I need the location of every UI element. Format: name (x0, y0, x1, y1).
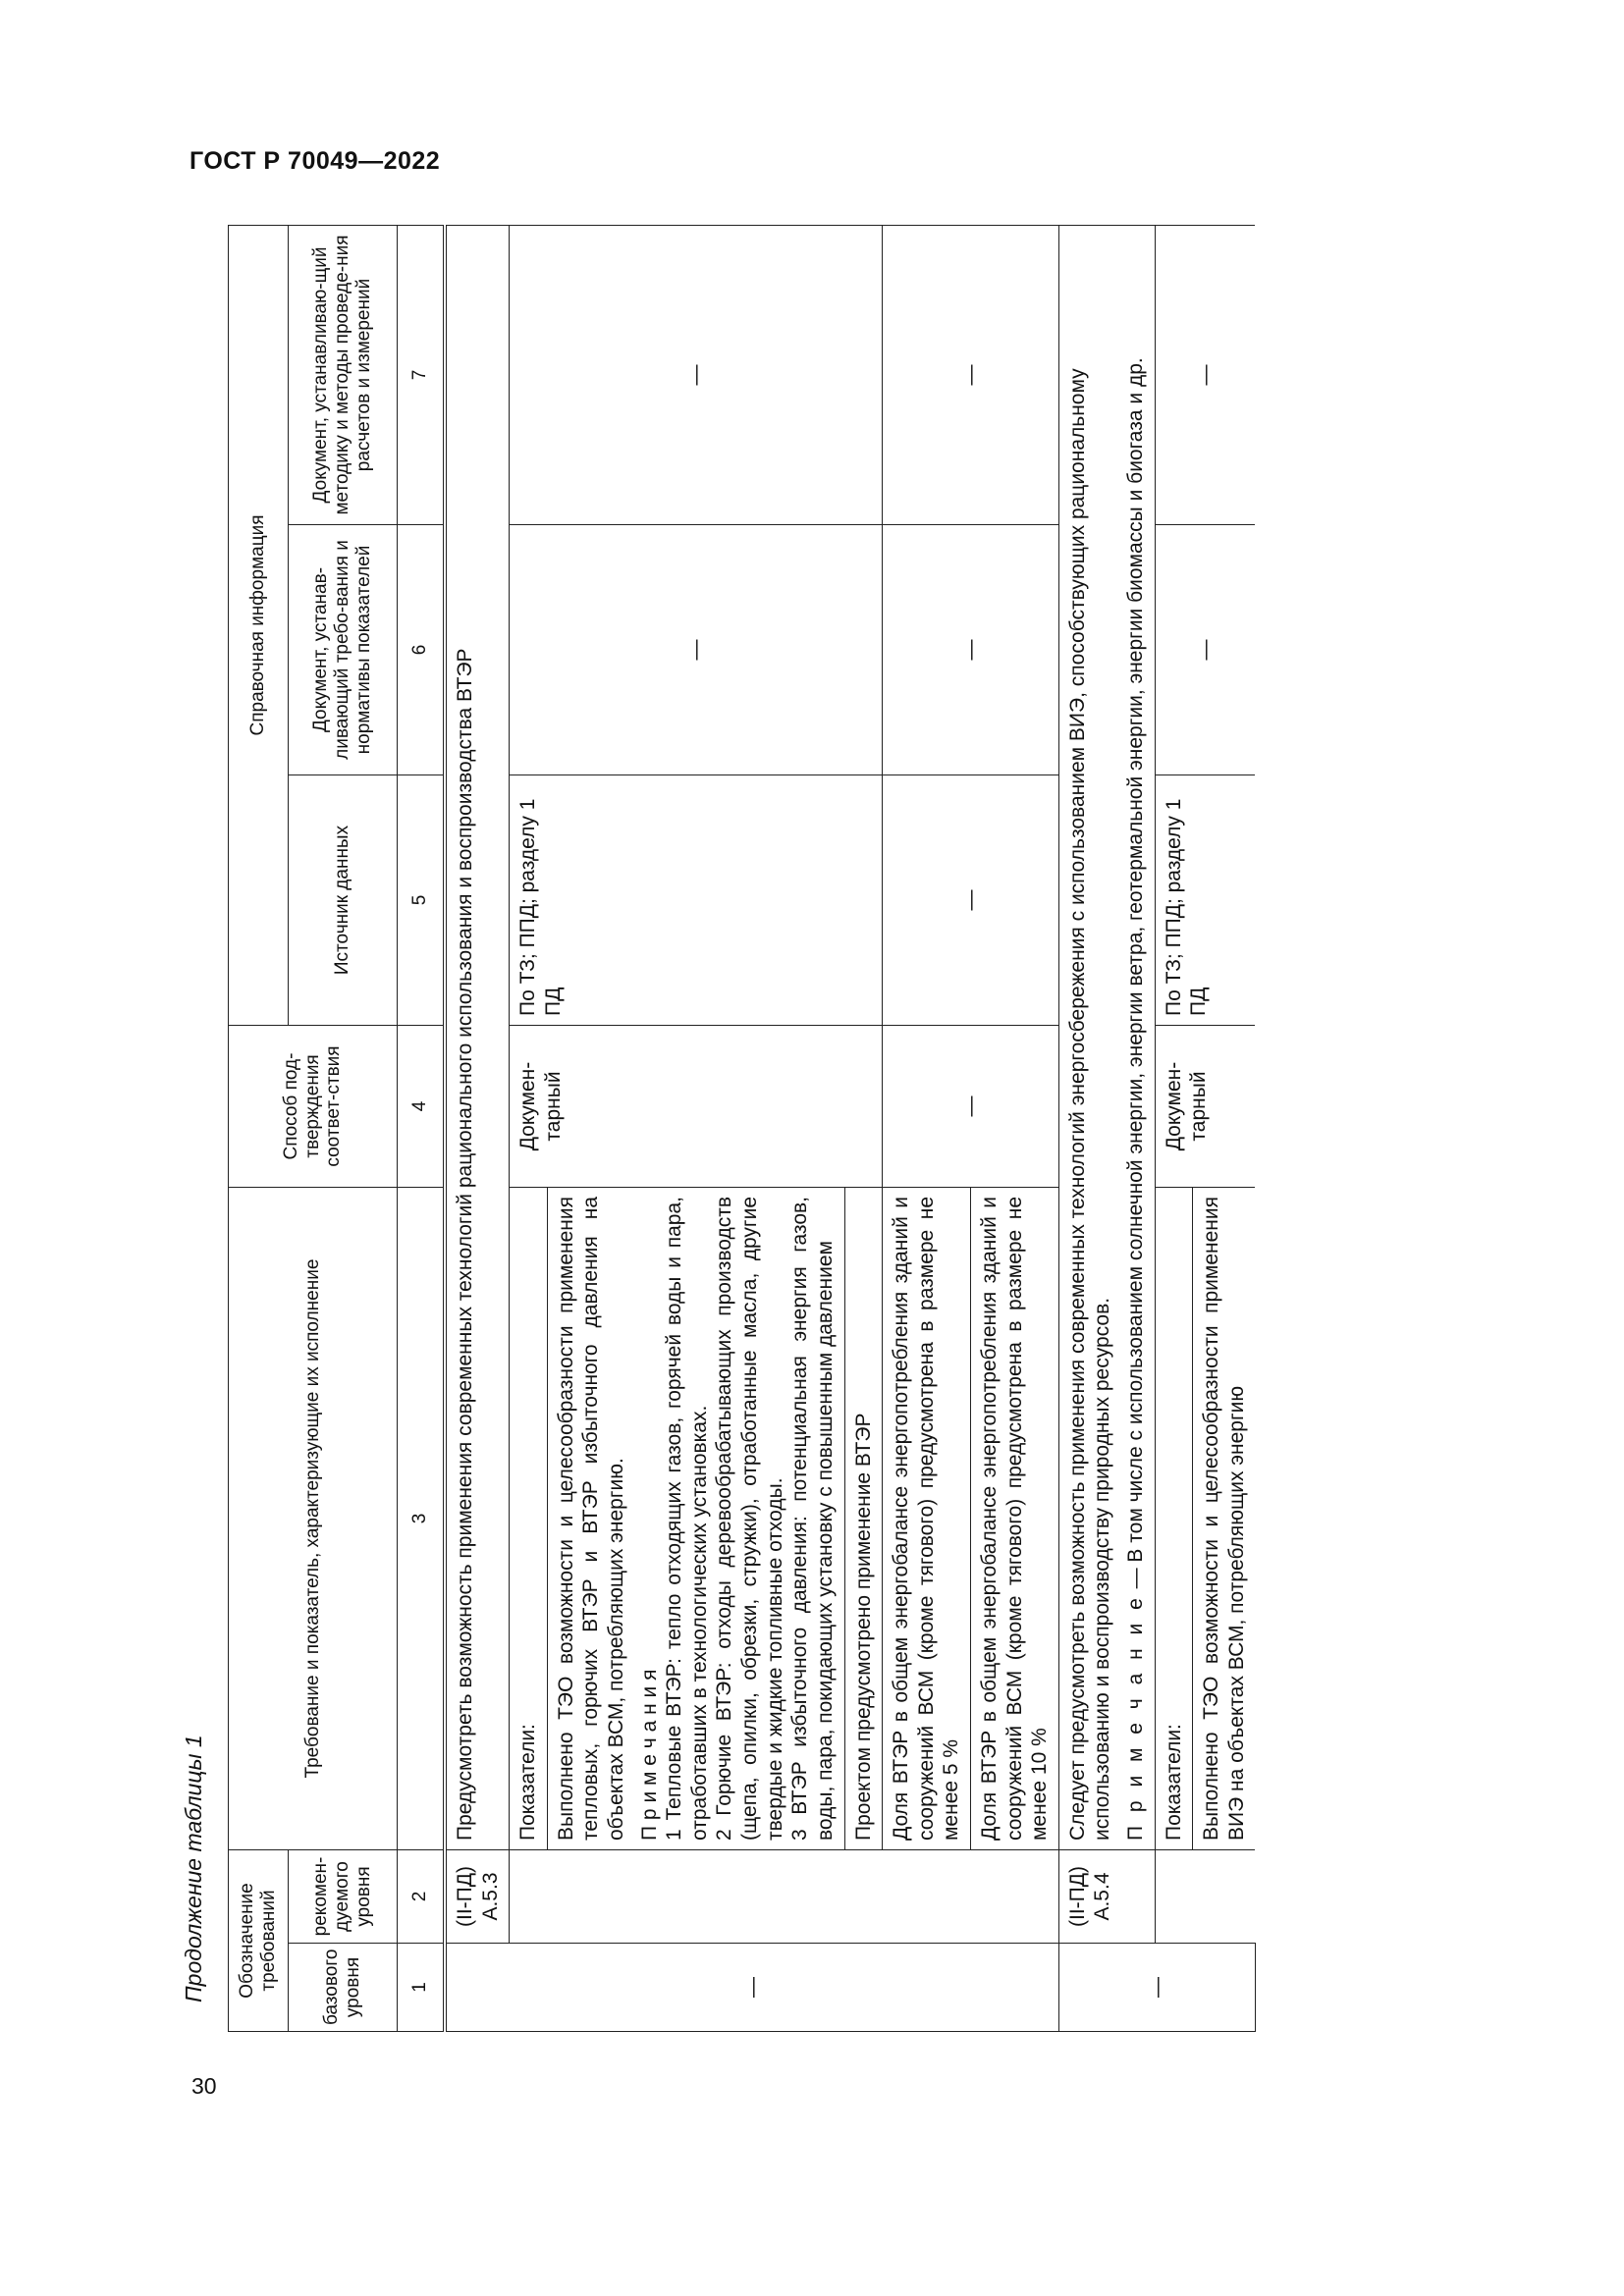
indicator-a: Выполнено ТЭО возможности и целесообразности применения ВИЭ на объектах ВСМ, потребляющих энергию (1193, 1188, 1256, 1850)
requirements-doc-header: Документ, устанав-ливающий требо-вания и нормативы показателей (289, 525, 398, 775)
indicator-text: Выполнено ТЭО возможности и целесообразности применения тепловых, горючих ВТЭР и ВТЭР избыточного давления на объектах ВСМ, потребляющих энергию. (554, 1197, 628, 1841)
section-title (1058, 225, 1155, 1849)
verification-method-header: Способ под-тверждения соответ-ствия (229, 1026, 398, 1188)
requirement-header: Требование и показатель, характеризующие их исполнение (229, 1188, 398, 1850)
verification-method: Докумен-тарный (510, 1026, 883, 1188)
indicators-label: Показатели: (1155, 1188, 1193, 1850)
method-doc: — (1155, 225, 1255, 524)
data-source: — (883, 775, 1059, 1026)
base-level-cell: — (1058, 1944, 1255, 2032)
column-number: 4 (398, 1026, 446, 1188)
indicators-label-row (510, 225, 548, 2031)
table-row (883, 225, 971, 2031)
note-text: — В том числе с использованием солнечной энергии, энергии ветра, геотермальной энергии, энергии биомассы и биогаза и др. (1124, 357, 1148, 1595)
indicators-label-row (1155, 225, 1193, 2031)
rotated-table-container (228, 226, 1367, 2032)
section-title-row (1058, 225, 1155, 2031)
column-number: 2 (398, 1850, 446, 1944)
reference-info-header: Справочная информация (229, 225, 289, 1025)
requirements-doc: — (883, 525, 1059, 775)
requirements-doc: — (1155, 525, 1255, 775)
header-row-1 (229, 225, 289, 2031)
base-level-cell: — (445, 1944, 1058, 2032)
column-number: 5 (398, 775, 446, 1026)
note-item: 1 Тепловые ВТЭР: тепло отходящих газов, горячей воды и пара, отработавших в технологических установках. (663, 1197, 711, 1841)
recommended-level-header: рекомен-дуемого уровня (289, 1850, 398, 1944)
column-number-row (398, 225, 446, 2031)
indicator-a (547, 1188, 844, 1850)
data-source-header: Источник данных (289, 775, 398, 1026)
verification-method: Докумен-тарный (1155, 1026, 1255, 1188)
designation-group-header: Обозначение требований (229, 1850, 289, 2032)
base-level-header: базового уровня (289, 1944, 398, 2032)
column-number: 7 (398, 225, 446, 524)
requirements-table (228, 225, 1256, 2032)
column-number: 6 (398, 525, 446, 775)
section-code: (II-ПД) А.5.4 (1058, 1850, 1155, 1944)
method-doc-header: Документ, устанавливаю-щий методику и методы проведе-ния расчетов и измерений (289, 225, 398, 524)
page-number: 30 (191, 2073, 217, 2099)
note-lead: П р и м е ч а н и е (1124, 1594, 1148, 1841)
document-code: ГОСТ Р 70049—2022 (189, 147, 441, 175)
section-title: Предусмотреть возможность применения современных технологий рационального использования и воспроизводства ВТЭР (445, 225, 510, 1849)
note-item: 3 ВТЭР избыточного давления: потенциальная энергия газов, воды, пара, покидающих установку с повышенным давлением (788, 1197, 837, 1841)
section-title-row (445, 225, 510, 2031)
section-code: (II-ПД) А.5.3 (445, 1850, 510, 1944)
column-number: 1 (398, 1944, 446, 2032)
column-number: 3 (398, 1188, 446, 1850)
method-doc: — (883, 225, 1059, 524)
data-source: По ТЗ; ППД; разделу 1 ПД (510, 775, 883, 1026)
method-doc: — (510, 225, 883, 524)
note-item: 2 Горючие ВТЭР: отходы деревообрабатывающих производств (щепа, опилки, обрезки, стружки), отработанные масла, другие твердые и жидкие топливные отходы. (713, 1197, 786, 1841)
requirements-doc: — (510, 525, 883, 775)
indicators-label: Показатели: (510, 1188, 548, 1850)
indicator-b: Проектом предусмотрено применение ВТЭР (844, 1188, 883, 1850)
table-continuation-caption: Продолжение таблицы 1 (181, 1735, 206, 2002)
data-source: По ТЗ; ППД; разделу 1 ПД (1155, 775, 1255, 1026)
notes-title: П р и м е ч а н и я (637, 1669, 661, 1841)
indicator-v: Доля ВТЭР в общем энергобалансе энергопотребления зданий и сооружений ВСМ (кроме тягового) предусмотрена в размере не менее 5 % (883, 1188, 971, 1850)
indicator-g: Доля ВТЭР в общем энергобалансе энергопотребления зданий и сооружений ВСМ (кроме тягового) предусмотрена в размере не менее 10 % (970, 1188, 1058, 1850)
section-title-text: Следует предусмотреть возможность применения современных технологий энергосбережения с использованием ВИЭ, способствующих рациональному использованию и воспроизводству природных ресурсов. (1065, 368, 1114, 1841)
verification-method: — (883, 1026, 1059, 1188)
